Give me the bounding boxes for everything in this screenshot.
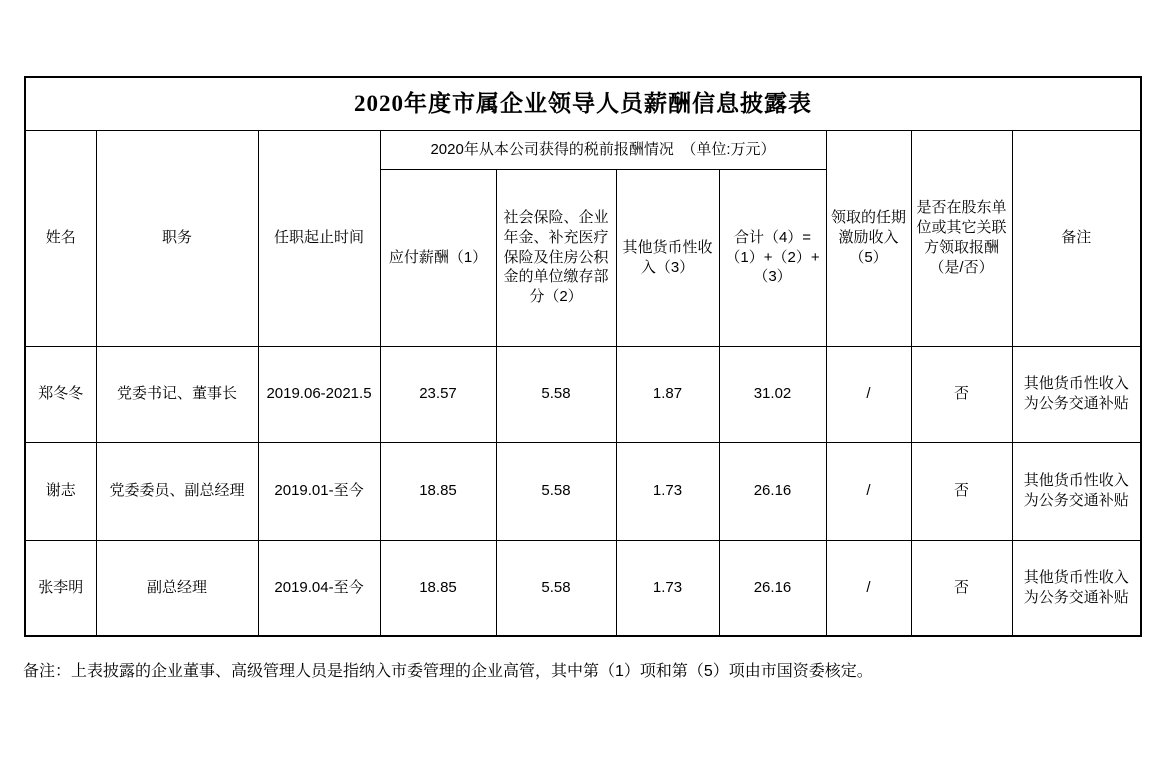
salary-disclosure-table — [24, 76, 1142, 637]
cell-shareholder: 否 — [911, 540, 1012, 636]
cell-remarks: 其他货币性收入为公务交通补贴 — [1012, 540, 1141, 636]
header-row-top — [25, 130, 1141, 169]
cell-position: 党委书记、董事长 — [96, 346, 258, 442]
header-name: 姓名 — [25, 130, 96, 346]
cell-social: 5.58 — [496, 540, 616, 636]
cell-shareholder: 否 — [911, 346, 1012, 442]
cell-tenure: 2019.06-2021.5 — [258, 346, 380, 442]
cell-tenure: 2019.04-至今 — [258, 540, 380, 636]
title-row — [25, 77, 1141, 130]
cell-shareholder: 否 — [911, 442, 1012, 540]
cell-name: 张李明 — [25, 540, 96, 636]
cell-incentive: / — [826, 346, 911, 442]
header-other-monetary: 其他货币性收入（3） — [616, 169, 719, 346]
table-row — [25, 442, 1141, 540]
cell-payable: 23.57 — [380, 346, 496, 442]
cell-remarks: 其他货币性收入为公务交通补贴 — [1012, 442, 1141, 540]
cell-tenure: 2019.01-至今 — [258, 442, 380, 540]
header-pretax-group: 2020年从本公司获得的税前报酬情况 （单位:万元） — [380, 130, 826, 169]
header-payable: 应付薪酬（1） — [380, 169, 496, 346]
header-social: 社会保险、企业年金、补充医疗保险及住房公积金的单位缴存部分（2） — [496, 169, 616, 346]
table-row — [25, 540, 1141, 636]
header-total: 合计（4）=（1）+（2）+（3） — [719, 169, 826, 346]
cell-name: 郑冬冬 — [25, 346, 96, 442]
cell-social: 5.58 — [496, 346, 616, 442]
table-row — [25, 346, 1141, 442]
cell-other-monetary: 1.73 — [616, 442, 719, 540]
cell-total: 26.16 — [719, 540, 826, 636]
cell-payable: 18.85 — [380, 540, 496, 636]
cell-name: 谢志 — [25, 442, 96, 540]
cell-other-monetary: 1.87 — [616, 346, 719, 442]
page-title: 2020年度市属企业领导人员薪酬信息披露表 — [25, 77, 1141, 130]
cell-total: 26.16 — [719, 442, 826, 540]
header-position: 职务 — [96, 130, 258, 346]
header-tenure: 任职起止时间 — [258, 130, 380, 346]
cell-incentive: / — [826, 442, 911, 540]
cell-position: 党委委员、副总经理 — [96, 442, 258, 540]
cell-payable: 18.85 — [380, 442, 496, 540]
header-remarks: 备注 — [1012, 130, 1141, 346]
header-shareholder: 是否在股东单位或其它关联方领取报酬（是/否） — [911, 130, 1012, 346]
cell-social: 5.58 — [496, 442, 616, 540]
cell-position: 副总经理 — [96, 540, 258, 636]
cell-remarks: 其他货币性收入为公务交通补贴 — [1012, 346, 1141, 442]
cell-incentive: / — [826, 540, 911, 636]
cell-total: 31.02 — [719, 346, 826, 442]
footer-note: 备注：上表披露的企业董事、高级管理人员是指纳入市委管理的企业高管，其中第（1）项和第（5）项由市国资委核定。 — [23, 663, 873, 680]
header-incentive: 领取的任期激励收入（5） — [826, 130, 911, 346]
cell-other-monetary: 1.73 — [616, 540, 719, 636]
